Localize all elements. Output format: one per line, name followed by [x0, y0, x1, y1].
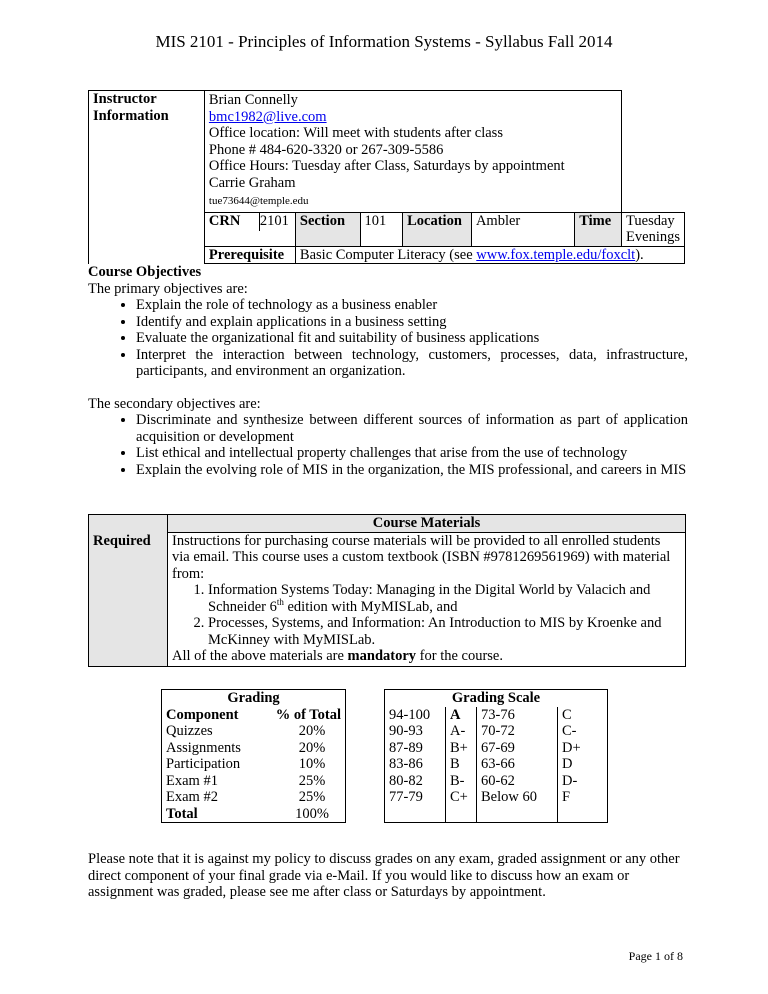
- secondary-objective: • Explain the evolving role of MIS in the organization, the MIS professional, and careers in MIS: [136, 462, 688, 479]
- scale-range: 94-100: [385, 707, 446, 724]
- scale-range: Below 60: [477, 789, 558, 806]
- prerequisite-text: Basic Computer Literacy (see: [299, 246, 477, 263]
- section-value: 101: [360, 212, 403, 246]
- grading-percent: 25%: [298, 772, 326, 789]
- scale-grade: C: [558, 707, 608, 724]
- crn-value: 2101: [259, 213, 295, 231]
- grading-component: Participation: [166, 756, 241, 772]
- scale-grade: A-: [446, 723, 477, 740]
- grading-scale-table: [384, 689, 608, 823]
- grading-percent: 20%: [298, 739, 326, 756]
- scale-row: [385, 740, 608, 757]
- phone-number: Phone # 484-620-3320 or 267-309-5586: [208, 141, 444, 158]
- required-label-cell: [89, 515, 168, 667]
- assistant-name-cell: [204, 175, 621, 192]
- grading-row: [162, 773, 346, 790]
- instructor-info-table: [88, 90, 685, 264]
- objectives-heading: Course Objectives: [88, 264, 202, 280]
- instructor-name: Brian Connelly: [208, 92, 298, 108]
- grading-percent: 10%: [298, 756, 326, 772]
- scale-range: 87-89: [385, 740, 446, 757]
- instructor-label: Instructor Information: [93, 91, 169, 124]
- assistant-email: tue73644@temple.edu: [208, 195, 309, 207]
- scale-range: 67-69: [477, 740, 558, 757]
- course-objectives-section: [88, 264, 688, 478]
- scale-row: [385, 723, 608, 740]
- scale-grade: D: [558, 756, 608, 773]
- materials-mandatory: mandatory: [347, 648, 417, 664]
- location-value: Ambler: [471, 212, 574, 246]
- scale-grade: D+: [558, 740, 608, 757]
- office-location: Office location: Will meet with students after class: [208, 125, 503, 141]
- grading-row: [162, 723, 346, 740]
- scale-grade: C-: [558, 723, 608, 740]
- scale-grade: F: [558, 789, 608, 806]
- grading-table: [161, 689, 346, 823]
- grading-row: [162, 789, 346, 806]
- scale-range: 60-62: [477, 773, 558, 790]
- secondary-objective: • List ethical and intellectual property challenges that arise from the use of technology: [136, 445, 688, 462]
- materials-footer-text: All of the above materials are: [172, 648, 348, 664]
- secondary-intro: The secondary objectives are:: [88, 395, 261, 412]
- scale-grade: A: [446, 707, 477, 724]
- section-label: Section: [295, 212, 360, 246]
- assistant-email-cell: [204, 191, 621, 212]
- instructor-label-cell: [89, 91, 205, 264]
- grading-row: [162, 756, 346, 773]
- scale-row: [385, 707, 608, 724]
- scale-range: 63-66: [477, 756, 558, 773]
- prerequisite-cell: [295, 246, 684, 264]
- grading-percent: 20%: [298, 723, 326, 739]
- crn-cell: [204, 212, 295, 246]
- materials-title: Course Materials: [168, 515, 685, 533]
- scale-grade: D-: [558, 773, 608, 790]
- scale-row: [385, 756, 608, 773]
- scale-range: 80-82: [385, 773, 446, 790]
- material-item-sup: th: [276, 596, 284, 607]
- grading-component: Exam #1: [166, 772, 218, 789]
- scale-range: 83-86: [385, 756, 446, 773]
- materials-footer-text-end: for the course.: [416, 648, 503, 664]
- grading-col-component: Component: [166, 706, 239, 723]
- scale-range: 70-72: [477, 723, 558, 740]
- instructor-details-cell: [204, 91, 621, 175]
- grading-component: Exam #2: [166, 789, 218, 805]
- primary-objective: • Explain the role of technology as a business enabler: [136, 297, 688, 314]
- materials-content: [168, 515, 686, 667]
- time-label: Time: [575, 212, 622, 246]
- material-item-text: Information Systems Today: Managing in the Digital World by Valacich and Schneider 6: [208, 582, 651, 615]
- grading-total-label: Total: [166, 805, 198, 822]
- material-item-text-end: edition with MyMISLab, and: [283, 598, 458, 615]
- material-item: [208, 582, 681, 615]
- required-label: Required: [93, 533, 151, 549]
- foxclt-link[interactable]: www.fox.temple.edu/foxclt: [476, 246, 636, 263]
- materials-intro: Instructions for purchasing course materials will be provided to all enrolled students via email. This course uses a custom textbook (ISBN #9781269561969) with material from:: [172, 532, 671, 582]
- primary-objective: • Interpret the interaction between technology, customers, processes, data, infrastructure, participants, and environment an organization.: [136, 347, 688, 380]
- office-hours: Office Hours: Tuesday after Class, Saturdays by appointment: [208, 158, 565, 174]
- assistant-name: Carrie Graham: [208, 174, 296, 191]
- course-materials-table: [88, 514, 686, 667]
- grade-policy-paragraph: Please note that it is against my policy to discuss grades on any exam, graded assignment or any other direct component of your final grade via e-Mail. If you would like to discuss how an exam or assignment was graded, please see me after class or Saturdays by appointment.: [88, 851, 680, 900]
- scale-row: [385, 789, 608, 806]
- primary-objective: • Evaluate the organizational fit and suitability of business applications: [136, 330, 688, 347]
- grading-scale-title: Grading Scale: [385, 690, 608, 707]
- scale-grade: B: [446, 756, 477, 773]
- secondary-objective: • Discriminate and synthesize between different sources of information as part of application acquisition or development: [136, 412, 688, 445]
- instructor-email-link[interactable]: bmc1982@live.com: [208, 108, 327, 125]
- scale-grade: B+: [446, 740, 477, 757]
- page-header-title: MIS 2101 - Principles of Information Systems - Syllabus Fall 2014: [155, 32, 613, 51]
- primary-intro: The primary objectives are:: [88, 280, 248, 297]
- materials-footer: [172, 648, 681, 665]
- grading-title: Grading: [227, 690, 280, 706]
- page-number: Page 1 of 8: [628, 949, 683, 963]
- scale-range: 77-79: [385, 789, 446, 806]
- scale-range: 90-93: [385, 723, 446, 740]
- primary-objective: • Identify and explain applications in a business setting: [136, 314, 688, 331]
- scale-row: [385, 773, 608, 790]
- grading-component: Quizzes: [166, 723, 213, 739]
- grading-component: Assignments: [166, 739, 241, 756]
- grading-percent: 25%: [298, 789, 326, 805]
- grading-total-value: 100%: [295, 805, 329, 822]
- grading-row: [162, 740, 346, 757]
- grading-col-percent: % of Total: [275, 706, 341, 723]
- scale-range: 73-76: [477, 707, 558, 724]
- material-item: 2. Processes, Systems, and Information: An Introduction to MIS by Kroenke and McKinney with MyMISLab.: [208, 615, 681, 648]
- prerequisite-label: Prerequisite: [204, 246, 295, 264]
- scale-grade: B-: [446, 773, 477, 790]
- scale-grade: C+: [446, 789, 477, 806]
- prerequisite-text-end: ).: [635, 246, 644, 263]
- crn-label: CRN: [208, 212, 241, 229]
- location-label: Location: [403, 212, 472, 246]
- time-value: Tuesday Evenings: [622, 212, 685, 246]
